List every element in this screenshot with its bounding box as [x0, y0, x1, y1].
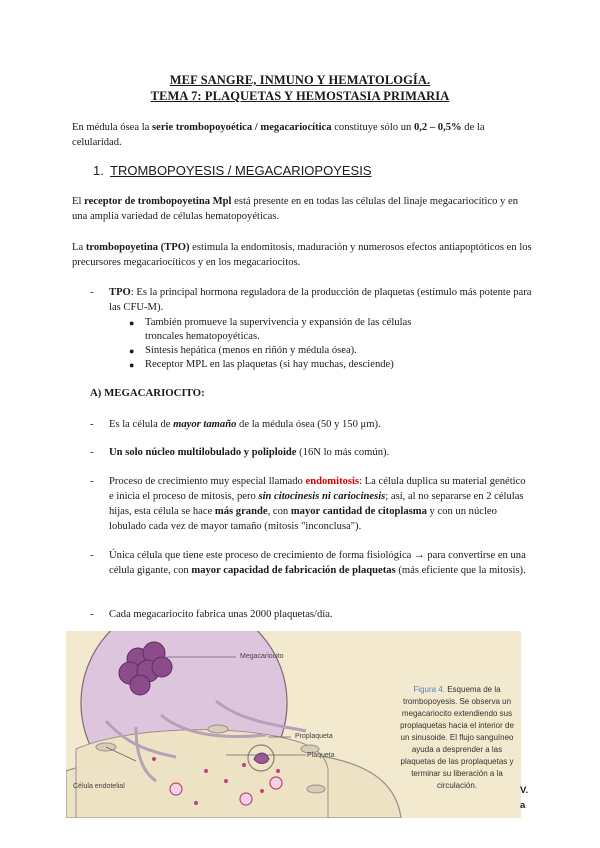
- tpo-sub-bullet: ● También promueve la supervivencia y expansión de las células troncales hematopoyéticas.: [129, 317, 412, 342]
- label-megacariocito: Megacariocito: [240, 653, 284, 660]
- tpo-bullet: - TPO: Es la principal hormona reguladora de la producción de plaquetas (estímulo más potente para las CFU-M).: [90, 287, 532, 313]
- label-plaqueta: Plaqueta: [307, 752, 335, 759]
- intro-paragraph: En médula ósea la serie trombopoyoética / megacariocítica constituye sólo un 0,2 – 0,5% de la celularidad.: [72, 122, 485, 148]
- leukocyte: [248, 745, 274, 771]
- document-header-topic: TEMA 7: PLAQUETAS Y HEMOSTASIA PRIMARIA: [150, 89, 450, 103]
- section-heading-trombopoyesis: 1. TROMBOPOYESIS / MEGACARIOPOYESIS: [93, 163, 372, 178]
- sinusoid-lumen: [76, 730, 328, 818]
- megacariocito-bullet: - Un solo núcleo multilobulado y poliploide (16N lo más común).: [90, 447, 390, 458]
- megacariocito-bullet: - Cada megacariocito fabrica unas 2000 plaquetas/día.: [90, 609, 333, 620]
- tpo-sub-bullet: ● Receptor MPL en las plaquetas (si hay muchas, desciende): [129, 359, 394, 370]
- tpo-paragraph: La trombopoyetina (TPO) estimula la endomitosis, maduración y numerosos efectos antiapoptóticos en los precursores megacariocíticos y en los megacariocitos.: [72, 242, 532, 268]
- megacariocito-heading: A) MEGACARIOCITO:: [90, 387, 205, 399]
- figure-caption: Figura 4. Esquema de la trombopoyesis. Se observa un megacariocito extendiendo sus proplaquetas hacia el interior de un sinusoide. El flujo sanguíneo ayuda a desprender a las plaquetas de las proplaquetas y terminar su liberación a la circulación.: [400, 685, 514, 790]
- tpo-sub-bullet: ● Síntesis hepática (menos en riñón y médula ósea).: [129, 345, 357, 356]
- label-celula-endotelial: Célula endotelial: [73, 783, 125, 790]
- megacariocito-bullet: - Proceso de crecimiento muy especial llamado endomitosis: La célula duplica su material genético e inicia el proceso de mitosis, pero sin citocinesis ni cariocinesis; así, al no separarse en 2 células hijas, esta célula se hace más grande, con mayor cantidad de citoplasma y con un núcleo lobulado cada vez de mayor tamaño (mitosis "inconclusa").: [90, 476, 526, 532]
- document-header-course: MEF SANGRE, INMUNO Y HEMATOLOGÍA.: [169, 73, 431, 87]
- receptor-paragraph: El receptor de trombopoyetina Mpl está presente en en todas las células del linaje megacariocítico y en una amplia variedad de células hematopoyéticas.: [72, 196, 518, 222]
- label-proplaqueta: Proplaqueta: [295, 733, 333, 740]
- megacariocito-bullet: - Única célula que tiene este proceso de crecimiento de forma fisiológica → para convertirse en una célula gigante, con mayor capacidad de fabricación de plaquetas (más eficiente que la mitosis).: [90, 550, 526, 576]
- corner-fragment-v: V.: [520, 785, 529, 796]
- corner-fragment-a: a: [520, 800, 526, 811]
- megacariocito-bullet: - Es la célula de mayor tamaño de la médula ósea (50 y 150 μm).: [90, 419, 381, 430]
